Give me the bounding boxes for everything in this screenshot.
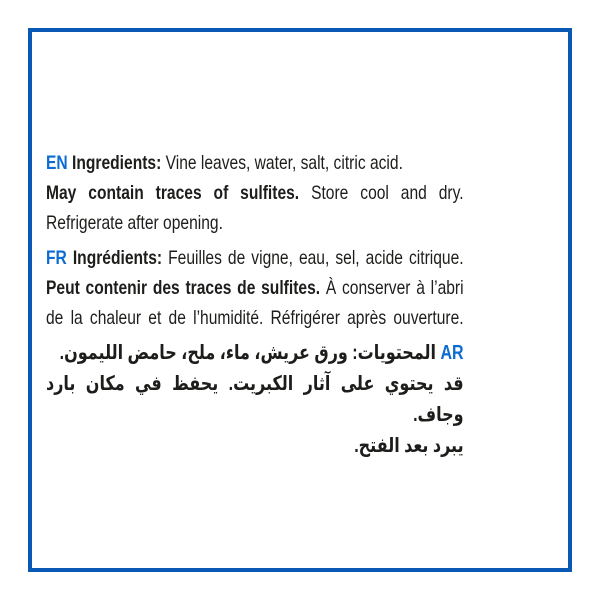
fr-ingredients-heading: Ingrédients: [72, 247, 169, 269]
en-refrigerate-instruction: Refrigerate after opening. [46, 212, 223, 234]
ingredients-section-fr [46, 243, 464, 333]
ar-ingredients-list: المحتويات: ورق عريش، ماء، ملح، حامض الليمون. [59, 342, 441, 364]
en-ingredients-heading: Ingredients: [72, 152, 166, 174]
ar-sulfites-warning: قد يحتوي على آثار الكبريت. يحفظ في مكان بارد وجاف. [46, 373, 464, 426]
fr-storage-instruction-start: À conserver à l’abri [325, 277, 464, 299]
fr-warning-line [46, 273, 464, 303]
ingredients-section-ar [46, 338, 464, 462]
label-content [46, 148, 464, 462]
en-storage-instruction: Store cool and dry. [311, 182, 464, 204]
fr-sulfites-warning: Peut contenir des traces de sulfites. [46, 277, 326, 299]
label-border-frame [28, 28, 572, 572]
ar-refrigerate-instruction: يبرد بعد الفتح. [354, 435, 464, 457]
ar-ingredients-line [46, 338, 464, 369]
en-refrigerate-line [46, 208, 464, 238]
ar-refrigerate-line [46, 431, 464, 462]
fr-ingredients-line [46, 243, 464, 273]
ar-warning-line [46, 369, 464, 431]
ingredients-section-en [46, 148, 464, 238]
lang-tag-fr: FR [46, 247, 73, 269]
en-ingredients-list: Vine leaves, water, salt, citric acid. [165, 152, 403, 174]
fr-ingredients-list: Feuilles de vigne, eau, sel, acide citrique. [168, 247, 464, 269]
lang-tag-en: EN [46, 152, 73, 174]
en-sulfites-warning: May contain traces of sulfites. [46, 182, 312, 204]
fr-storage-instruction-end: de la chaleur et de l’humidité. Réfrigérer après ouverture. [46, 307, 464, 329]
en-ingredients-line [46, 148, 464, 178]
fr-storage-line [46, 303, 464, 333]
en-warning-line [46, 178, 464, 208]
lang-tag-ar: AR [440, 342, 464, 364]
